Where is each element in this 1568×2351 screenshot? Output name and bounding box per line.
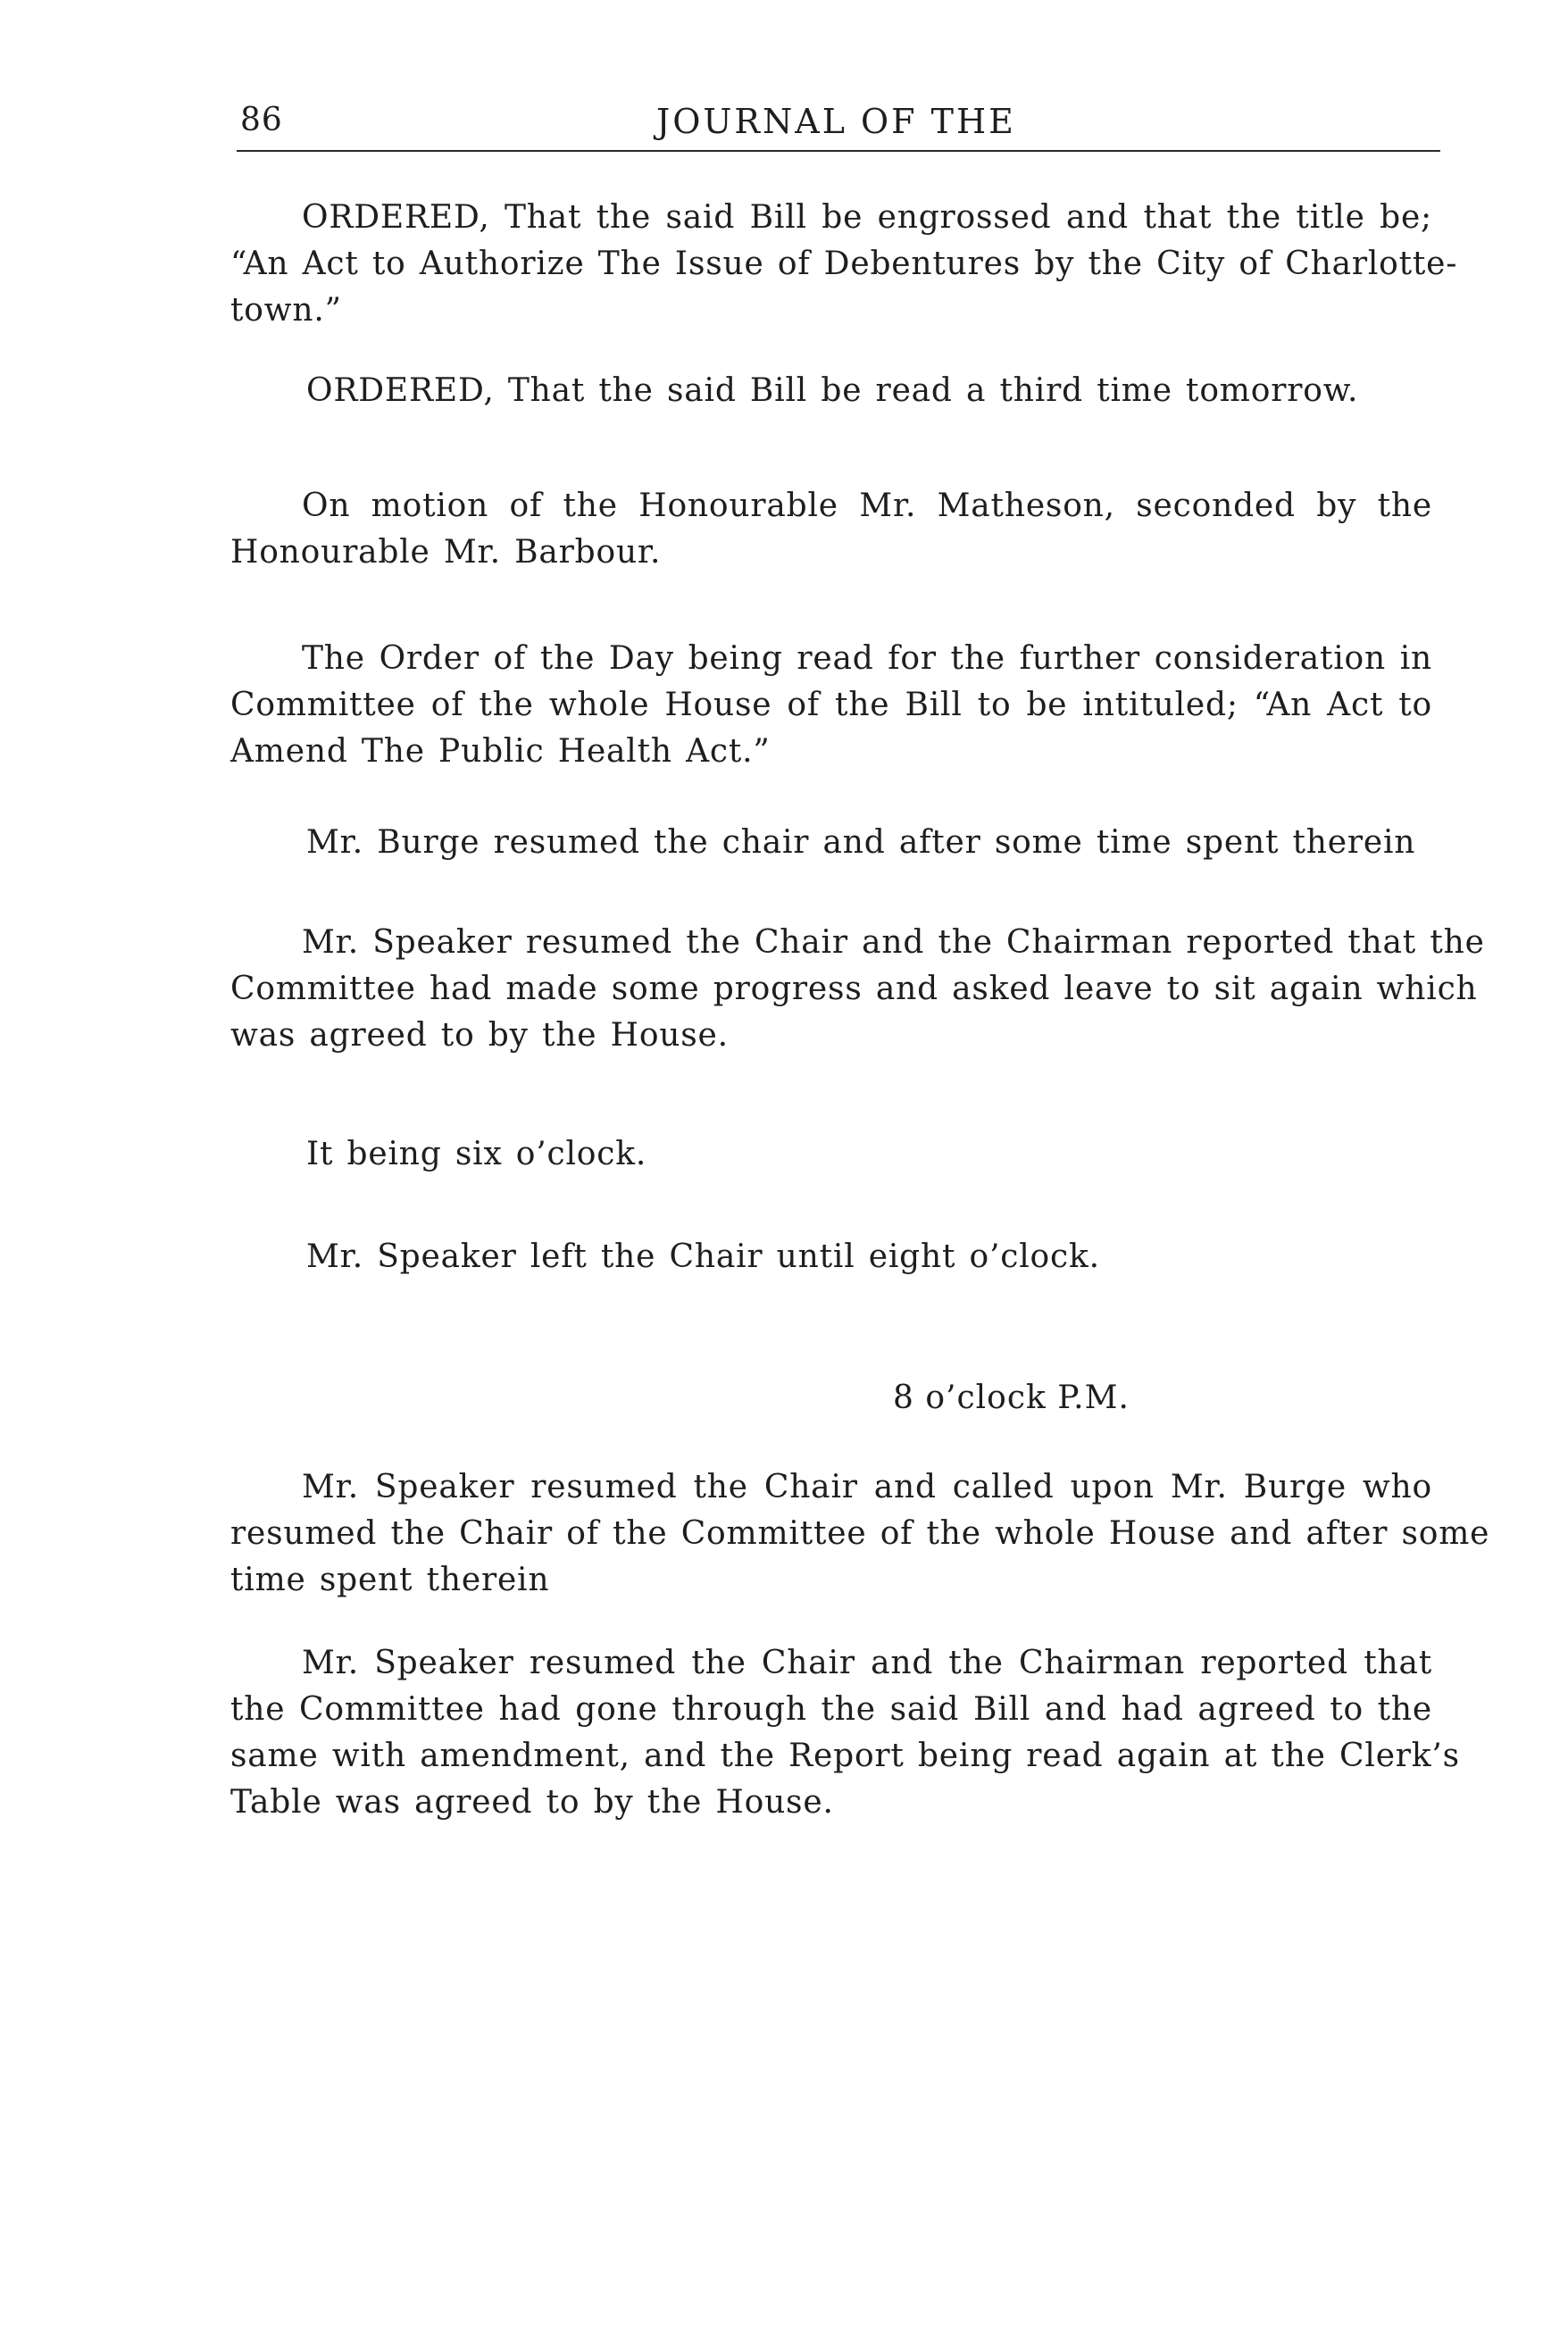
paragraph-order-of-the-day [230, 636, 1432, 775]
paragraph-evening-committee [230, 1464, 1490, 1604]
paragraph-line: time spent therein [230, 1562, 550, 1598]
paragraph-line: ORDERED, That the said Bill be engrossed and that the title be; [302, 199, 1432, 236]
paragraph-line: same with amendment, and the Report being read again at the Clerk’s [230, 1738, 1460, 1774]
paragraph-line: Amend The Public Health Act.” [230, 733, 771, 770]
paragraph-line: Committee had made some progress and asked leave to sit again which [230, 971, 1478, 1007]
paragraph-line: the Committee had gone through the said Bill and had agreed to the [230, 1691, 1432, 1728]
paragraph-line: Mr. Speaker resumed the Chair and the Chairman reported that [302, 1645, 1432, 1681]
page-number: 86 [240, 102, 283, 138]
running-head [237, 100, 1440, 152]
paragraph-speaker-left-chair: Mr. Speaker left the Chair until eight o’clock. [306, 1238, 1100, 1275]
paragraph-line: “An Act to Authorize The Issue of Debentures by the City of Charlotte- [230, 246, 1458, 282]
paragraph-line: was agreed to by the House. [230, 1017, 729, 1054]
paragraph-line: On motion of the Honourable Mr. Matheson, seconded by the [302, 488, 1432, 524]
paragraph-line: Mr. Speaker resumed the Chair and the Chairman reported that the [302, 924, 1485, 961]
paragraph-progress-report [230, 920, 1485, 1059]
time-heading: 8 o’clock P.M. [893, 1380, 1130, 1416]
paragraph-ordered-third-reading: ORDERED, That the said Bill be read a third time tomorrow. [306, 372, 1359, 409]
paragraph-line: town.” [230, 292, 342, 329]
paragraph-line: resumed the Chair of the Committee of the whole House and after some [230, 1515, 1490, 1552]
paragraph-line: Mr. Speaker resumed the Chair and called upon Mr. Burge who [302, 1469, 1432, 1505]
paragraph-burge-chair: Mr. Burge resumed the chair and after some time spent therein [306, 824, 1416, 861]
paragraph-report-agreed [230, 1640, 1460, 1826]
paragraph-ordered-engrossed [230, 195, 1458, 334]
paragraph-line: Committee of the whole House of the Bill to be intituled; “An Act to [230, 687, 1432, 723]
paragraph-line: The Order of the Day being read for the further consideration in [302, 640, 1432, 677]
journal-title: JOURNAL OF THE [656, 102, 1016, 141]
paragraph-six-oclock: It being six o’clock. [306, 1136, 647, 1172]
paragraph-motion [230, 483, 1432, 576]
paragraph-line: Honourable Mr. Barbour. [230, 534, 662, 571]
paragraph-line: Table was agreed to by the House. [230, 1784, 834, 1821]
